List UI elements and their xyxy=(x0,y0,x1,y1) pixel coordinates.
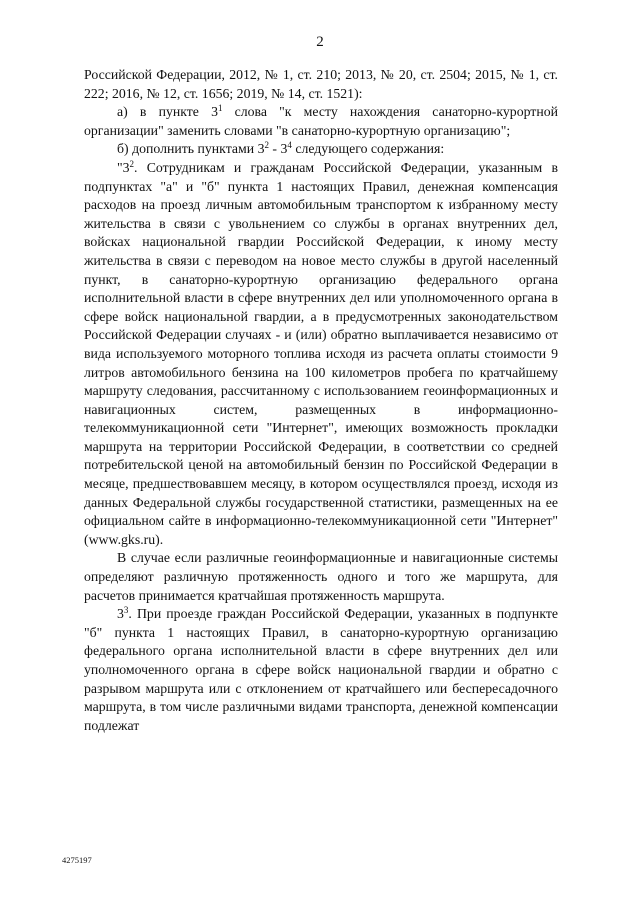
superscript: 3 xyxy=(123,605,129,616)
superscript: 4 xyxy=(287,140,292,151)
text-run: б) дополнить пунктами 3 xyxy=(117,141,265,157)
text-run: Российской Федерации, 2012, № 1, ст. 210; 2013, № 20, ст. 2504; 2015, № 1, ст. 222; 2016, № 12, ст. 1656; 2019, № 14, ст. 1521): xyxy=(84,67,558,101)
paragraph-point-3-2-cont xyxy=(84,549,558,605)
paragraph-point-3-2 xyxy=(84,159,558,549)
superscript: 1 xyxy=(217,103,223,114)
text-run: 3 xyxy=(117,606,124,622)
document-body xyxy=(84,66,558,735)
paragraph-item-b xyxy=(84,140,558,159)
text-run: следующего содержания: xyxy=(291,141,445,157)
text-run: а) в пункте 3 xyxy=(117,104,218,120)
footer-document-code: 4275197 xyxy=(62,855,92,865)
text-run: В случае если различные геоинформационные и навигационные системы определяют различную протяженность одного и того же маршрута, для расчетов принимается кратчайшая протяженность маршрута. xyxy=(84,550,558,603)
superscript: 2 xyxy=(264,140,269,151)
paragraph-point-3-3 xyxy=(84,605,558,735)
superscript: 2 xyxy=(129,158,135,169)
text-run: - 3 xyxy=(268,141,288,157)
paragraph-item-a xyxy=(84,103,558,140)
page-number: 2 xyxy=(316,34,324,50)
text-run: . Сотрудникам и гражданам Российской Федерации, указанным в подпунктах "а" и "б" пункта 1 настоящих Правил, денежная компенсация расходов на проезд личным автомобильным транспортом к избранному месту жительства в связи с увольнением со службы в органах внутренних дел, войсках национальной гвардии Российской Федерации, к иному месту жительства в связи с переводом на новое место службы в другой населенный пункт, в санаторно-курортную организацию федерального органа исполнительной власти в сфере внутренних дел или уполномоченного органа в сфере войск национальной гвардии, а в предусмотренных законодательством Российской Федерации случаях - и (или) обратно выплачивается независимо от вида используемого моторного топлива исходя из расчета оплаты стоимости 9 литров автомобильного бензина на 100 километров пробега по кратчайшему маршруту следования, рассчитанному с использованием геоинформационных и навигационных систем, размещенных в информационно-телекоммуникационной сети "Интернет", имеющих возможность прокладки маршрута на территории Российской Федерации, в соответствии со средней потребительской ценой на автомобильный бензин по Российской Федерации в месяце, предшествовавшем месяцу, в котором осуществлялся проезд, исходя из данных Федеральной службы государственной статистики, размещенных на ее официальном сайте в информационно-телекоммуникационной сети "Интернет" (www.gks.ru). xyxy=(84,159,558,547)
text-run: . При проезде граждан Российской Федерации, указанных в подпункте "б" пункта 1 настоящих Правил, в санаторно-курортную организацию федерального органа исполнительной власти в сфере внутренних дел или уполномоченного органа в сфере войск национальной гвардии и обратно с разрывом маршрута или с отклонением от кратчайшего или беспересадочного маршрута, в том числе различными видами транспорта, денежной компенсации подлежат xyxy=(84,606,558,733)
text-run: "3 xyxy=(117,159,130,175)
text-run: слова "к месту нахождения санаторно-курортной организации" заменить словами "в санаторно-курортную организацию"; xyxy=(84,104,559,138)
paragraph-intro xyxy=(84,66,558,103)
